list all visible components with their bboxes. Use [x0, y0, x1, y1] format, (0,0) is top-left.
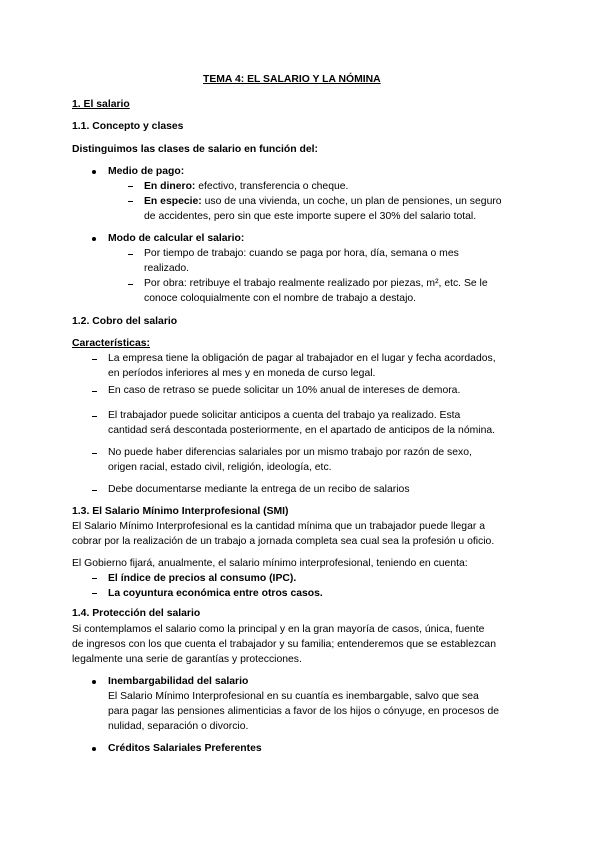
prot-paragraph: Si contemplamos el salario como la principal y en la gran mayoría de casos, única, fuente [72, 624, 485, 635]
dash-marker [92, 578, 97, 579]
smi-paragraph-1-cont: cobrar por la realización de un trabajo a jornada completa sea cual sea la profesión u oficio. [72, 536, 495, 547]
section-1-4-heading: 1.4. Protección del salario [72, 608, 201, 619]
dash-marker [92, 453, 97, 454]
dinero-text: efectivo, transferencia o cheque. [195, 181, 349, 192]
smi-paragraph-1: El Salario Mínimo Interprofesional es la cantidad mínima que un trabajador puede llegar a [72, 521, 485, 532]
bullet-dot [92, 170, 96, 174]
caracteristicas-heading: Características: [72, 338, 150, 349]
page-title: TEMA 4: EL SALARIO Y LA NÓMINA [203, 74, 381, 85]
inembargabilidad-text: El Salario Mínimo Interprofesional en su cuantía es inembargable, salvo que sea [108, 691, 479, 702]
cobro-item-5: Debe documentarse mediante la entrega de un recibo de salarios [108, 484, 410, 495]
list-item-dinero [144, 180, 348, 193]
especie-text: uso de una vivienda, un coche, un plan de pensiones, un seguro [201, 196, 502, 207]
cobro-item-4-cont: origen racial, estado civil, religión, ideología, etc. [108, 462, 332, 473]
intro-text: Distinguimos las clases de salario en función del: [72, 144, 318, 155]
cobro-item-3-cont: cantidad será descontada posteriormente, en el apartado de anticipos de la nómina. [108, 425, 496, 436]
especie-text-cont: de accidentes, pero sin que este importe supere el 30% del salario total. [144, 211, 477, 222]
dash-marker [128, 254, 133, 255]
bullet-dot [92, 237, 96, 241]
prot-paragraph-cont: de ingresos con los que cuenta el trabajador y su familia; entenderemos que se establezcan [72, 639, 496, 650]
list-item-tiempo: Por tiempo de trabajo: cuando se paga por hora, día, semana o mes [144, 248, 459, 259]
bullet-dot [92, 680, 96, 684]
prot-paragraph-cont: legalmente una serie de garantías y protecciones. [72, 654, 302, 665]
modo-calcular-heading: Modo de calcular el salario: [108, 233, 245, 244]
cobro-item-3: El trabajador puede solicitar anticipos a cuenta del trabajo ya realizado. Esta [108, 410, 461, 421]
dash-marker [92, 416, 97, 417]
inembargabilidad-heading: Inembargabilidad del salario [108, 676, 249, 687]
section-1-1-heading: 1.1. Concepto y clases [72, 121, 184, 132]
dash-marker [128, 201, 133, 202]
smi-bullet-coyuntura: La coyuntura económica entre otros casos. [108, 588, 323, 599]
cobro-item-1-cont: en períodos inferiores al mes y en moneda de curso legal. [108, 368, 376, 379]
smi-bullet-ipc: El índice de precios al consumo (IPC). [108, 573, 297, 584]
section-1-3-heading: 1.3. El Salario Mínimo Interprofesional (SMI) [72, 506, 289, 517]
list-item-especie [144, 195, 502, 208]
dash-marker [92, 391, 97, 392]
obra-text-cont: conoce coloquialmente con el nombre de trabajo a destajo. [144, 293, 417, 304]
section-1-heading: 1. El salario [72, 99, 130, 110]
dash-marker [92, 593, 97, 594]
inembargabilidad-text-cont: nulidad, separación o divorcio. [108, 721, 249, 732]
bullet-dot [92, 747, 96, 751]
cobro-item-1: La empresa tiene la obligación de pagar al trabajador en el lugar y fecha acordados, [108, 353, 496, 364]
section-1-2-heading: 1.2. Cobro del salario [72, 316, 178, 327]
tiempo-text-cont: realizado. [144, 263, 190, 274]
dash-marker [128, 186, 133, 187]
dash-marker [128, 284, 133, 285]
dash-marker [92, 359, 97, 360]
creditos-heading: Créditos Salariales Preferentes [108, 743, 262, 754]
dinero-label: En dinero: [144, 181, 196, 192]
cobro-item-2: En caso de retraso se puede solicitar un 10% anual de intereses de demora. [108, 385, 461, 396]
especie-label: En especie: [144, 196, 202, 207]
dash-marker [92, 490, 97, 491]
smi-paragraph-2: El Gobierno fijará, anualmente, el salario mínimo interprofesional, teniendo en cuenta: [72, 558, 468, 569]
list-item-obra: Por obra: retribuye el trabajo realmente realizado por piezas, m², etc. Se le [144, 278, 488, 289]
inembargabilidad-text-cont: para pagar las pensiones alimenticias a favor de los hijos o cónyuge, en procesos de [108, 706, 500, 717]
medio-pago-heading: Medio de pago: [108, 166, 185, 177]
cobro-item-4: No puede haber diferencias salariales por un mismo trabajo por razón de sexo, [108, 447, 472, 458]
